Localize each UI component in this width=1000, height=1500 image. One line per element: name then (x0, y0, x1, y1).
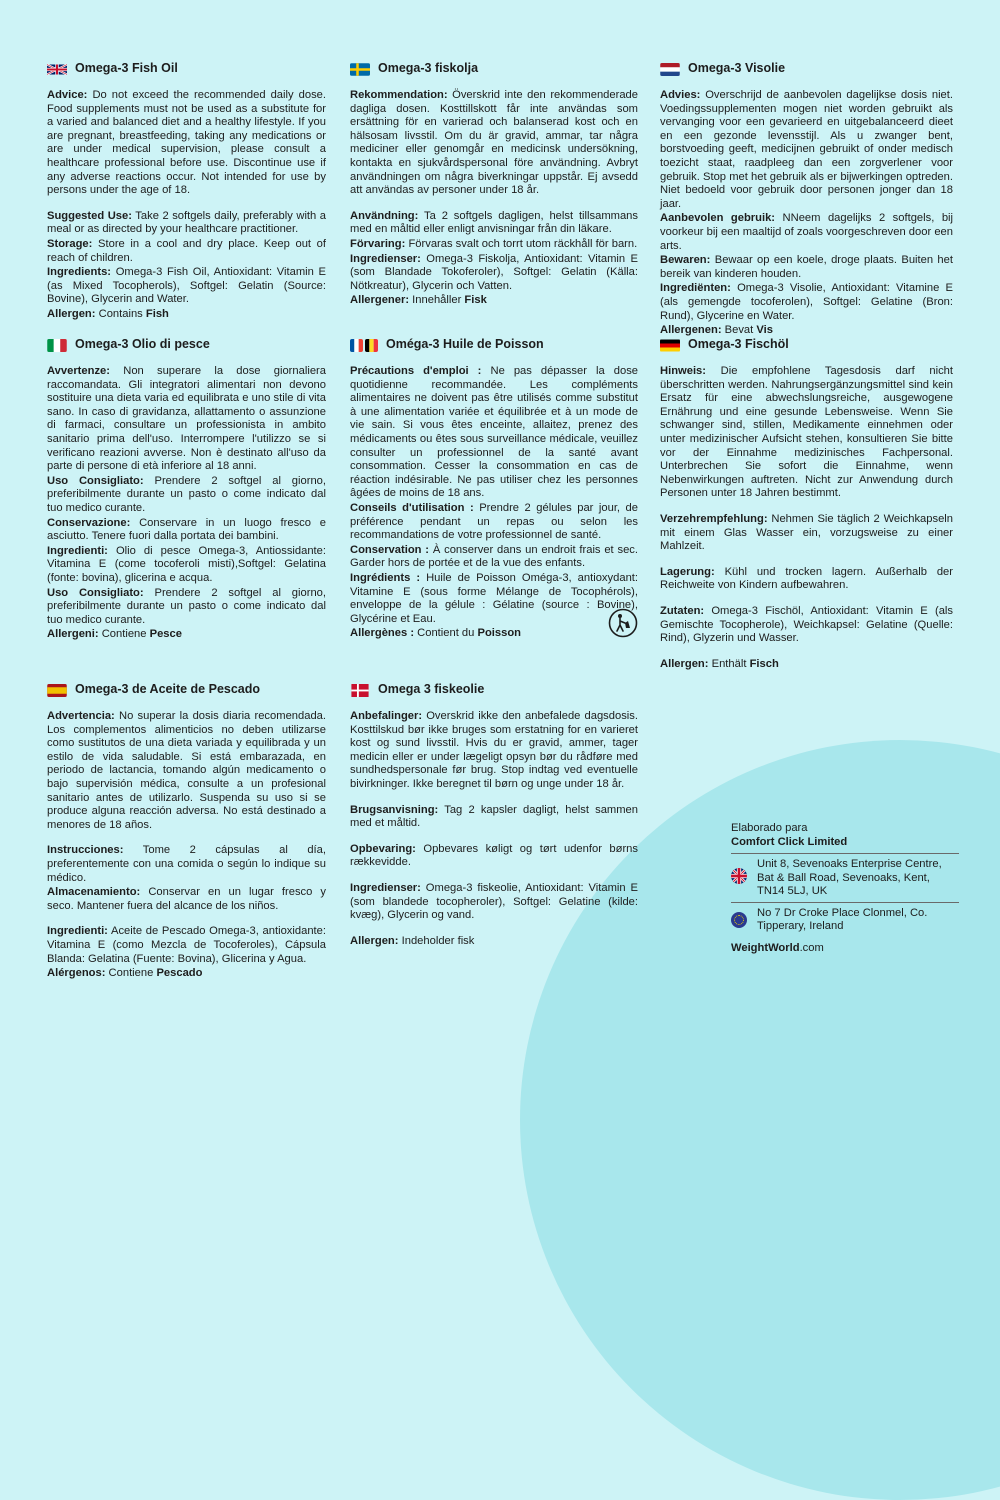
advice-label: Advertencia: (47, 710, 115, 722)
ingredients-label: Ingrédients : (350, 571, 421, 584)
allergen-text: Contiene (108, 967, 154, 980)
advice-text: Non superare la dose giornaliera raccomandata. Gli integratori alimentari non devono sostituire una dieta varia ed equilibrata e uno stile di vita sano. In caso di gravidanza, allattamento o assunzione di farmaci, consultare un professionista in ambito sanitario prima dell'uso. Interrompere l'utilizzo se si verificano reazioni avverse. Non è destinato all'uso da parte di persone di età inferiore al 18 anni. (47, 365, 326, 473)
advice-text: Do not exceed the recommended daily dose. Food supplements must not be used as a substitute for a varied and balanced diet and a healthy lifestyle. If you are pregnant, breastfeeding, taking any medications or are under medical supervision, please consult a healthcare professional before use. Discontinue use if any adverse reactions occur. Not intended for use by persons under the age of 18. (47, 89, 326, 197)
use-label: Conseils d'utilisation : (350, 501, 474, 514)
storage-label: Storage: (47, 237, 93, 250)
advice-text: Överskrid inte den rekommenderade dagliga dosen. Kosttillskott får inte användas som ersättning för en varierad och balanserad kost och en hälsosam livsstil. Om du är gravid, ammar, tar några mediciner eller genomgår en medicinsk undersökning, kontakta en sjukvårdspersonal före användning. Avbryt användningen om några biverkningar uppstår. Ej avsedd att användas av personer under 18 år. (350, 89, 639, 197)
title-text: Omega-3 Visolie (688, 61, 786, 76)
belgium-flag-icon (365, 339, 378, 352)
storage-text: Opbevares køligt og tørt udenfor børns rækkevidde. (350, 842, 638, 869)
brand-bold: WeightWorld (731, 941, 800, 954)
allergen-text: Enthält (711, 657, 747, 670)
use-text: NNeem dagelijks 2 softgels, bij voorkeur bij een maaltijd of zoals voorgeschreven door een arts. (660, 212, 954, 252)
flags (350, 339, 378, 352)
use-text: Ta 2 softgels dagligen, helst tillsammans med en måltid eller enligt anvisningar från din läkare. (350, 209, 639, 236)
allergen-item: Poisson (477, 627, 522, 640)
panel-english (47, 62, 326, 323)
use-label: Instrucciones: (47, 844, 124, 857)
panel-title (47, 338, 326, 352)
allergen-label: Allergen: (350, 934, 399, 947)
company-name: Comfort Click Limited (731, 835, 848, 848)
allergen-text: Bevat (724, 324, 754, 337)
title-text: Omega-3 Fischöl (688, 337, 789, 352)
use-text: Prendre 2 gélules par jour, de préférence pendant un repas ou selon les recommandations de votre professionnel de santé. (350, 501, 638, 542)
allergen-item: Pesce (149, 628, 182, 641)
uk-flag-icon (731, 868, 747, 889)
use-label: Aanbevolen gebruik: (660, 212, 776, 225)
ingredients-text: Omega-3 fiskeolie, Antioxidant: Vitamin E (som blandede tocopheroler), Softgel: Gelatine (kilde: kvæg), Glycerin og vand. (350, 881, 638, 922)
germany-flag-icon (660, 339, 680, 352)
title-text: Oméga-3 Huile de Poisson (386, 337, 544, 352)
use2-label: Uso Consigliato: (47, 586, 144, 599)
title-text: Omega-3 de Aceite de Pescado (75, 682, 261, 697)
sweden-flag-icon (350, 63, 370, 76)
panel-title (660, 62, 953, 76)
allergen-item: Pescado (156, 967, 203, 980)
title-text: Omega 3 fiskeolie (378, 682, 485, 697)
allergen-label: Allergen: (47, 307, 96, 320)
use-text: Prendere 2 softgel al giorno, preferibilmente durante un pasto o come indicato dal tuo medico curante. (47, 474, 326, 514)
advice-text: Overskrid ikke den anbefalede dagsdosis. Kosttilskud bør ikke bruges som erstatning for en varieret kost og sund livsstil. Hvis du er gravid, ammer, tager medicin eller er under lægeligt opsyn bør du rådføre med sundhedspersonale før brug. Stop indtag ved eventuelle bivirkninger. Ikke beregnet til børn og unge under 18 år. (350, 710, 638, 790)
storage-label: Conservation : (350, 543, 430, 556)
ingredients-text: Aceite de Pescado Omega-3, antioxidante: Vitamina E (como Mezcla de Tocoferoles), Cápsula Blanda: Gelatina (Fuente: Bovina), Glicerina y Agua. (47, 925, 326, 965)
allergen-text: Innehåller (412, 294, 462, 307)
panel-spanish (47, 683, 326, 982)
use-label: Användning: (350, 209, 419, 222)
panel-italian (47, 338, 326, 643)
ingredients-text: Omega-3 Fish Oil, Antioxidant: Vitamin E (as Mixed Tocopherols), Softgel: Gelatin (Source: Bovine), Glycerin and Water. (47, 266, 327, 306)
panel-swedish (350, 62, 638, 309)
ingredients-label: Ingredienser: (350, 881, 421, 894)
advice-label: Précautions d'emploi : (350, 365, 482, 377)
ingredients-label: Ingredienti: (47, 544, 108, 557)
panel-title (350, 62, 638, 76)
use-label: Brugsanvisning: (350, 803, 439, 816)
made-for-label: Elaborado para (731, 822, 808, 834)
storage-label: Bewaren: (660, 254, 711, 267)
storage-label: Opbevaring: (350, 842, 416, 855)
denmark-flag-icon (350, 684, 370, 697)
title-text: Omega-3 fiskolja (378, 61, 479, 76)
title-text: Omega-3 Fish Oil (75, 61, 178, 76)
panel-title (660, 338, 953, 352)
allergen-label: Allergeni: (47, 628, 99, 641)
storage-text: Conservare in un luogo fresco e asciutto. Tenere fuori dalla portata dei bambini. (47, 516, 326, 543)
manufacturer-info (731, 822, 959, 955)
allergen-item: Fish (145, 307, 169, 320)
allergen-label: Allergènes : (350, 627, 415, 640)
advice-text: No superar la dosis diaria recomendada. Los complementos alimenticios no deben utilizarse como sustitutos de una dieta variada y equilibrada y un estilo de vida saludable. Si está embarazada, en periodo de lactancia, tomando algún medicamento o bajo supervisión médica, consulte a un profesional sanitario antes de utilizarlo. Suspenda su uso si se produce alguna reacción adversa. No está destinado a menores de 18 años. (47, 710, 327, 831)
advice-label: Avvertenze: (47, 365, 111, 377)
ingredients-text: Omega-3 Fischöl, Antioxidant: Vitamin E (als Gemischte Tocopherole), Weichkapsel: Gelatine (Quelle: Rind), Glyzerin und Wasser. (660, 604, 954, 645)
panel-danish (350, 683, 638, 949)
use-text: Nehmen Sie täglich 2 Weichkapseln mit einem Glas Wasser ein, vorzugsweise zu einer Mahlzeit. (660, 512, 954, 553)
storage-label: Conservazione: (47, 516, 131, 529)
ingredients-label: Ingredients: (47, 266, 112, 279)
storage-label: Lagerung: (660, 565, 715, 578)
advice-label: Rekommendation: (350, 89, 448, 101)
storage-text: Kühl und trocken lagern. Außerhalb der Reichweite von Kindern aufbewahren. (660, 565, 954, 592)
ingredients-label: Ingredienti: (47, 925, 108, 938)
allergen-item: Fisk (464, 294, 487, 307)
panel-title (350, 338, 638, 352)
allergen-text: Contient du (417, 627, 475, 640)
netherlands-flag-icon (660, 63, 680, 76)
use-label: Uso Consigliato: (47, 474, 144, 487)
ingredients-label: Ingredienser: (350, 252, 421, 265)
italy-flag-icon (47, 339, 67, 352)
allergen-label: Alérgenos: (47, 967, 106, 980)
storage-text: À conserver dans un endroit frais et sec. Garder hors de portée et de la vue des enfants. (350, 543, 638, 570)
brand-suffix: .com (799, 941, 824, 954)
advice-text: Ne pas dépasser la dose quotidienne recommandée. Les compléments alimentaires ne doivent pas être utilisés comme substitut à une alimentation variée et équilibrée et à un mode de vie sain. Si vous êtes enceinte, allaitez, prenez des médicaments ou êtes sous surveillance médicale, veuillez consulter un professionnel de la santé avant consommation. Cesser la consommation en cas de réaction indésirable. Ne pas utiliser chez les personnes âgées de moins de 18 ans. (350, 365, 639, 500)
ingredients-text: Omega-3 Fiskolja, Antioxidant: Vitamin E (som Blandade Tokoferoler), Softgel: Gelatin (Källa: Nötkreatur), Glycerin och Vatten. (350, 252, 639, 292)
advice-label: Advice: (47, 89, 88, 101)
spain-flag-icon (47, 684, 67, 697)
storage-text: Bewaar op een koele, droge plaats. Buiten het bereik van kinderen houden. (660, 254, 953, 280)
allergen-label: Allergen: (660, 657, 709, 670)
use-text: Take 2 softgels daily, preferably with a meal or as directed by your healthcare practitioner. (47, 209, 327, 236)
use2-text: Prendere 2 softgel al giorno, preferibilmente durante un pasto o come indicato dal tuo medico curante. (47, 586, 326, 626)
use-text: Tome 2 cápsulas al día, preferentemente con una comida o según lo indique su médico. (47, 844, 326, 884)
panel-german (660, 338, 953, 672)
allergen-text: Contains (98, 307, 143, 320)
advice-label: Anbefalinger: (350, 710, 423, 722)
advice-label: Hinweis: (660, 365, 707, 377)
brand-logo (731, 942, 959, 956)
ingredients-text: Olio di pesce Omega-3, Antiossidante: Vitamina E (come tocoferoli misti),Softgel: Gelatina (fonte: bovina), glicerina e acqua. (47, 544, 326, 584)
allergen-text: Indeholder fisk (401, 934, 475, 947)
allergen-item: Vis (756, 324, 773, 337)
eu-flag-icon (731, 912, 747, 928)
storage-label: Almacenamiento: (47, 886, 141, 899)
panel-french (350, 338, 638, 642)
use-label: Suggested Use: (47, 209, 132, 222)
panel-title (47, 62, 326, 76)
advice-text: Overschrijd de aanbevolen dagelijkse dosis niet. Voedingssupplementen mogen niet worden gebruikt als vervanging voor een gevarieerd en uitgebalanceerd dieet en een gezonde levensstijl. Als u zwanger bent, borstvoeding geeft, medicijnen gebruikt of onder medisch toezicht staat, raadpleeg dan een zorgverlener voor gebruik. Stop met het gebruik als er bijwerkingen optreden. Niet bedoeld voor gebruik door personen jonger dan 18 jaar. (660, 89, 953, 210)
ingredients-text: Huile de Poisson Oméga-3, antioxydant: Vitamine E (sous forme Mélange de Tocophérols), enveloppe de la gélule : Gélatine (source : Bovine), Glycérine et Eau. (350, 571, 639, 625)
storage-text: Förvaras svalt och torrt utom räckhåll för barn. (408, 237, 638, 250)
eu-address: No 7 Dr Croke Place Clonmel, Co. Tipperary, Ireland (757, 906, 928, 932)
allergen-item: Fisch (749, 657, 779, 670)
panel-title (47, 683, 326, 697)
france-flag-icon (350, 339, 363, 352)
ingredients-label: Zutaten: (660, 604, 705, 617)
storage-label: Förvaring: (350, 237, 406, 250)
ingredients-label: Ingrediënten: (660, 282, 731, 295)
storage-text: Conservar en un lugar fresco y seco. Mantener fuera del alcance de los niños. (47, 886, 326, 912)
use-text: Tag 2 kapsler dagligt, helst sammen med et måltid. (350, 803, 639, 830)
use-label: Verzehrempfehlung: (660, 512, 768, 525)
title-text: Omega-3 Olio di pesce (75, 337, 210, 352)
uk-address: Unit 8, Sevenoaks Enterprise Centre, Bat & Ball Road, Sevenoaks, Kent, TN14 5LJ, UK (757, 858, 942, 897)
panel-dutch (660, 62, 953, 339)
storage-text: Store in a cool and dry place. Keep out of reach of children. (47, 237, 326, 264)
tidyman-recycle-icon (608, 608, 638, 638)
allergen-label: Allergenen: (660, 324, 722, 337)
allergen-text: Contiene (101, 628, 147, 641)
ingredients-text: Omega-3 Visolie, Antioxidant: Vitamine E (als gemengde tocoferolen), Softgel: Gelatine (Bron: Rund), Glycerine en Water. (660, 282, 953, 322)
uk-flag-icon (47, 63, 67, 76)
eu-address-row (731, 902, 959, 937)
allergen-label: Allergener: (350, 294, 410, 307)
advice-text: Die empfohlene Tagesdosis darf nicht überschritten werden. Nahrungsergänzungsmittel sind kein Ersatz für eine abwechslungsreiche, ausgewogene Ernährung und eine gesunde Lebensweise. Wenn Sie schwanger sind, stillen, Medikamente einnehmen oder unter medizinischer Aufsicht stehen, konsultieren Sie bitte vor der Einnahme medizinisches Fachpersonal. Unterbrechen Sie sofort die Einnahme, wenn Nebenwirkungen auftreten. Nicht zur Anwendung durch Personen unter 18 Jahren bestimmt. (660, 365, 953, 500)
panel-title (350, 683, 638, 697)
advice-label: Advies: (660, 89, 701, 101)
uk-address-row (731, 853, 959, 902)
